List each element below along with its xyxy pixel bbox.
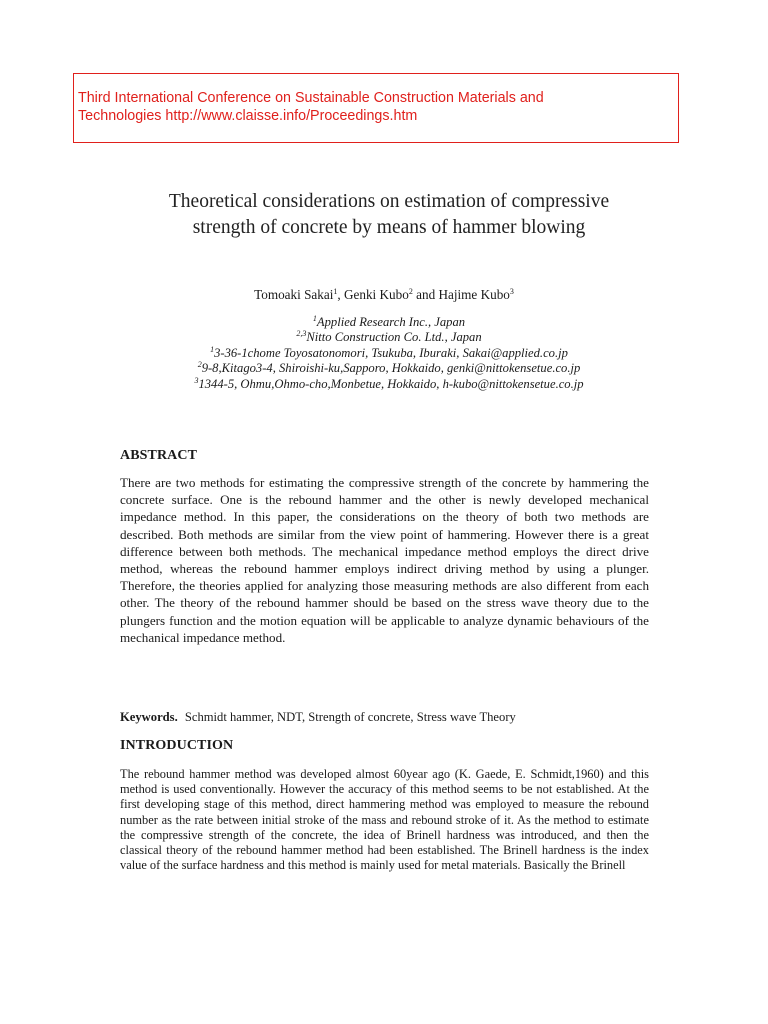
author-3: Hajime Kubo [438, 287, 510, 302]
affiliation-text: Applied Research Inc., Japan [316, 315, 466, 329]
title-line-1: Theoretical considerations on estimation of compressive [168, 191, 610, 212]
affiliation-text: Nitto Construction Co. Ltd., Japan [306, 330, 482, 345]
author-list [0, 287, 768, 303]
affiliation-sup: 3 [194, 375, 199, 385]
paper-title [0, 189, 768, 241]
affiliation-line [0, 346, 768, 361]
keywords-text: Schmidt hammer, NDT, Strength of concrete, Stress wave Theory [184, 710, 516, 724]
author-2-sup: 2 [408, 287, 413, 296]
keywords-line [120, 709, 680, 725]
keywords-label: Keywords. [120, 710, 178, 724]
author-1: Tomoaki Sakai [254, 287, 334, 302]
conference-banner [73, 73, 679, 143]
author-separator: , [337, 287, 344, 302]
affiliation-sup: 1 [312, 314, 317, 323]
affiliation-line [0, 315, 768, 330]
abstract-heading: ABSTRACT [120, 448, 198, 463]
affiliation-text: 1344-5, Ohmu,Ohmo-cho,Monbetue, Hokkaido, h-kubo@nittokensetue.co.jp [198, 376, 584, 391]
affiliation-text: 3-36-1chome Toyosatonomori, Tsukuba, Iburaki, Sakai@applied.co.jp [214, 345, 568, 360]
affiliation-sup: 2 [197, 360, 202, 370]
author-2: Genki Kubo [343, 287, 409, 302]
affiliation-sup: 2,3 [296, 329, 307, 339]
abstract-body: There are two methods for estimating the compressive strength of the concrete by hammering the concrete surface. One is the rebound hammer and the other is newly developed mechanical impedance method. In this paper, the considerations on the theory of both two methods are described. Both methods are similar from the view point of hammering. However there is a great difference between both methods. The mechanical impedance method employs the direct drive method, whereas the rebound hammer employs indirect driving method by using a plunger. Therefore, the theories applied for analyzing those measuring methods are also different from each other. The theory of the rebound hammer should be based on the stress wave theory due to the plungers function and the motion equation will be applicable to analyze dynamic behaviours of the mechanical impedance method. [120, 475, 649, 645]
affiliation-line [0, 330, 768, 345]
author-separator: and [412, 287, 439, 302]
affiliation-line [0, 377, 768, 392]
affiliation-text: 9-8,Kitago3-4, Shiroishi-ku,Sapporo, Hokkaido, genki@nittokensetue.co.jp [201, 361, 581, 376]
title-line-2: strength of concrete by means of hammer blowing [192, 217, 586, 238]
affiliation-sup: 1 [210, 344, 215, 354]
introduction-heading: INTRODUCTION [120, 738, 234, 753]
conference-line-2: Technologies http://www.claisse.info/Proceedings.htm [78, 108, 418, 124]
author-1-sup: 1 [333, 287, 338, 296]
conference-line-1: Third International Conference on Sustainable Construction Materials and [78, 90, 544, 106]
affiliations [0, 315, 768, 392]
affiliation-line [0, 361, 768, 376]
introduction-body: The rebound hammer method was developed almost 60year ago (K. Gaede, E. Schmidt,1960) and this method is used conventionally. However the accuracy of this method seems to be not established. At the first developing stage of this method, direct hammering method was employed to measure the rebound number as the rate between initial stroke of the mass and rebound stroke of it. As the method to estimate the compressive strength of the concrete, the idea of Brinell hardness was introduced, and then the classical theory of the rebound hammer method had been established. The Brinell hardness is the index value of the surface hardness and this method is mainly used for metal materials. Basically the Brinell [120, 767, 649, 873]
author-3-sup: 3 [509, 287, 514, 296]
